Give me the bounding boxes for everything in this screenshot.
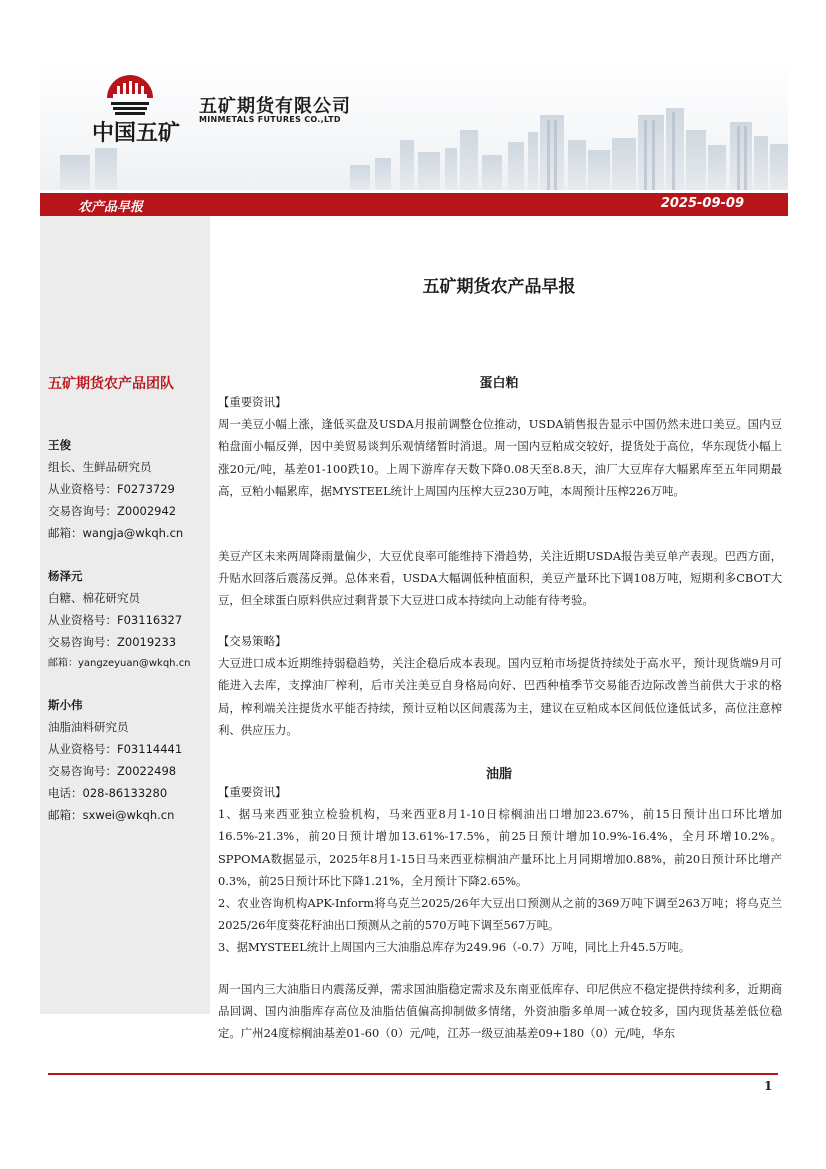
protein-meal-outlook bbox=[218, 545, 782, 612]
news-label: 【重要资讯】 bbox=[218, 785, 287, 799]
company-name-en: MINMETALS FUTURES CO.,LTD bbox=[199, 115, 341, 124]
news-label: 【重要资讯】 bbox=[218, 395, 287, 409]
analyst-advisory: 交易咨询号：Z0002942 bbox=[48, 504, 177, 518]
analyst-license: 从业资格号：F0273729 bbox=[48, 482, 175, 496]
team-sidebar bbox=[40, 216, 210, 1014]
report-header bbox=[40, 60, 788, 190]
analyst-name: 王俊 bbox=[48, 438, 71, 452]
analyst-advisory: 交易咨询号：Z0019233 bbox=[48, 635, 177, 649]
footer-divider bbox=[48, 1073, 778, 1075]
analyst-card bbox=[48, 434, 183, 544]
analyst-license: 从业资格号：F03116327 bbox=[48, 613, 183, 627]
analyst-card bbox=[48, 565, 191, 675]
news-paragraph: 周一美豆小幅上涨，逢低买盘及USDA月报前调整仓位推动，USDA销售报告显示中国仍然未进口美豆。国内豆粕盘面小幅反弹，因中美贸易谈判乐观情绪暂时消退。周一国内豆粕成交较好，提货处于高位，华东现货小幅上涨20元/吨，基差01-100跌10。上周下游库存天数下降0.08天至8.8天，油厂大豆库存大幅累库至五年同期最高，豆粕小幅累库，据MYSTEEL统计上周国内压榨大豆230万吨，本周预计压榨226万吨。 bbox=[218, 417, 782, 498]
team-title: 五矿期货农产品团队 bbox=[48, 376, 174, 392]
analyst-name: 杨泽元 bbox=[48, 569, 83, 583]
protein-meal-news bbox=[218, 391, 782, 502]
analyst-role: 油脂油料研究员 bbox=[48, 720, 129, 734]
protein-meal-strategy bbox=[218, 630, 782, 741]
analyst-license: 从业资格号：F03114441 bbox=[48, 742, 183, 756]
analyst-email: 邮箱：sxwei@wkqh.cn bbox=[48, 808, 175, 822]
company-name-cn: 五矿期货有限公司 bbox=[199, 96, 351, 117]
analyst-role: 白糖、棉花研究员 bbox=[48, 591, 140, 605]
report-date: 2025-09-09 bbox=[660, 196, 744, 211]
news-item: 2、农业咨询机构APK-Inform将乌克兰2025/26年大豆出口预测从之前的369万吨下调至263万吨；将乌克兰2025/26年度葵花籽油出口预测从之前的570万吨下调至567万吨。 bbox=[218, 896, 782, 933]
page-number: 1 bbox=[764, 1079, 773, 1093]
analyst-email: 邮箱：wangja@wkqh.cn bbox=[48, 526, 184, 540]
section-title-oils: 油脂 bbox=[485, 767, 512, 782]
analyst-card bbox=[48, 694, 182, 826]
analyst-name: 斯小伟 bbox=[48, 698, 83, 712]
report-category: 农产品早报 bbox=[78, 200, 144, 215]
document-title: 五矿期货农产品早报 bbox=[422, 277, 576, 297]
analyst-role: 组长、生鲜品研究员 bbox=[48, 460, 152, 474]
oils-outlook bbox=[218, 978, 782, 1044]
china-minmetals-logo-icon bbox=[103, 72, 157, 116]
analyst-advisory: 交易咨询号：Z0022498 bbox=[48, 764, 177, 778]
china-minmetals-brand-text: 中国五矿 bbox=[92, 121, 181, 146]
news-item: 3、据MYSTEEL统计上周国内三大油脂总库存为249.96（-0.7）万吨，同比上升45.5万吨。 bbox=[218, 940, 691, 955]
strategy-paragraph: 大豆进口成本近期维持弱稳趋势，关注企稳后成本表现。国内豆粕市场提货持续处于高水平，预计现货端9月可能进入去库，支撑油厂榨利，后市关注美豆自身格局向好、巴西种植季节交易能否边际改善当前供大于求的格局，榨利端关注提货水平能否持续，预计豆粕以区间震荡为主，建议在豆粕成本区间低位逢低试多，高位注意榨利、供应压力。 bbox=[218, 656, 782, 737]
oils-news bbox=[218, 781, 782, 959]
analyst-phone: 电话：028-86133280 bbox=[48, 786, 168, 800]
strategy-label: 【交易策略】 bbox=[218, 634, 287, 648]
analyst-email: 邮箱：yangzeyuan@wkqh.cn bbox=[48, 658, 191, 669]
outlook-paragraph: 周一国内三大油脂日内震荡反弹，需求国油脂稳定需求及东南亚低库存、印尼供应不稳定提供持续利多，近期商品回调、国内油脂库存高位及油脂估值偏高抑制做多情绪，外资油脂多单周一减仓较多，国内现货基差低位稳定。广州24度棕榈油基差01-60（0）元/吨，江苏一级豆油基差09+180（0）元/吨，华东 bbox=[218, 982, 782, 1041]
news-item: 1、据马来西亚独立检验机构，马来西亚8月1-10日棕榈油出口增加23.67%，前15日预计出口环比增加16.5%-21.3%，前20日预计增加13.61%-17.5%，前25日预计增加10.9%-16.4%，全月环增10.2%。SPPOMA数据显示，2025年8月1-15日马来西亚棕榈油产量环比上月同期增加0.88%，前20日预计环比增产0.3%，前25日预计环比下降1.21%，全月预计下降2.65%。 bbox=[218, 807, 782, 888]
report-banner bbox=[40, 193, 788, 216]
outlook-paragraph: 美豆产区未来两周降雨量偏少，大豆优良率可能维持下滑趋势，关注近期USDA报告美豆单产表现。巴西方面，升贴水回落后震荡反弹。总体来看，USDA大幅调低种植面积，美豆产量环比下调108万吨，短期利多CBOT大豆，但全球蛋白原料供应过剩背景下大豆进口成本持续向上动能有待考验。 bbox=[218, 549, 782, 608]
section-title-protein-meal: 蛋白粕 bbox=[479, 376, 519, 391]
